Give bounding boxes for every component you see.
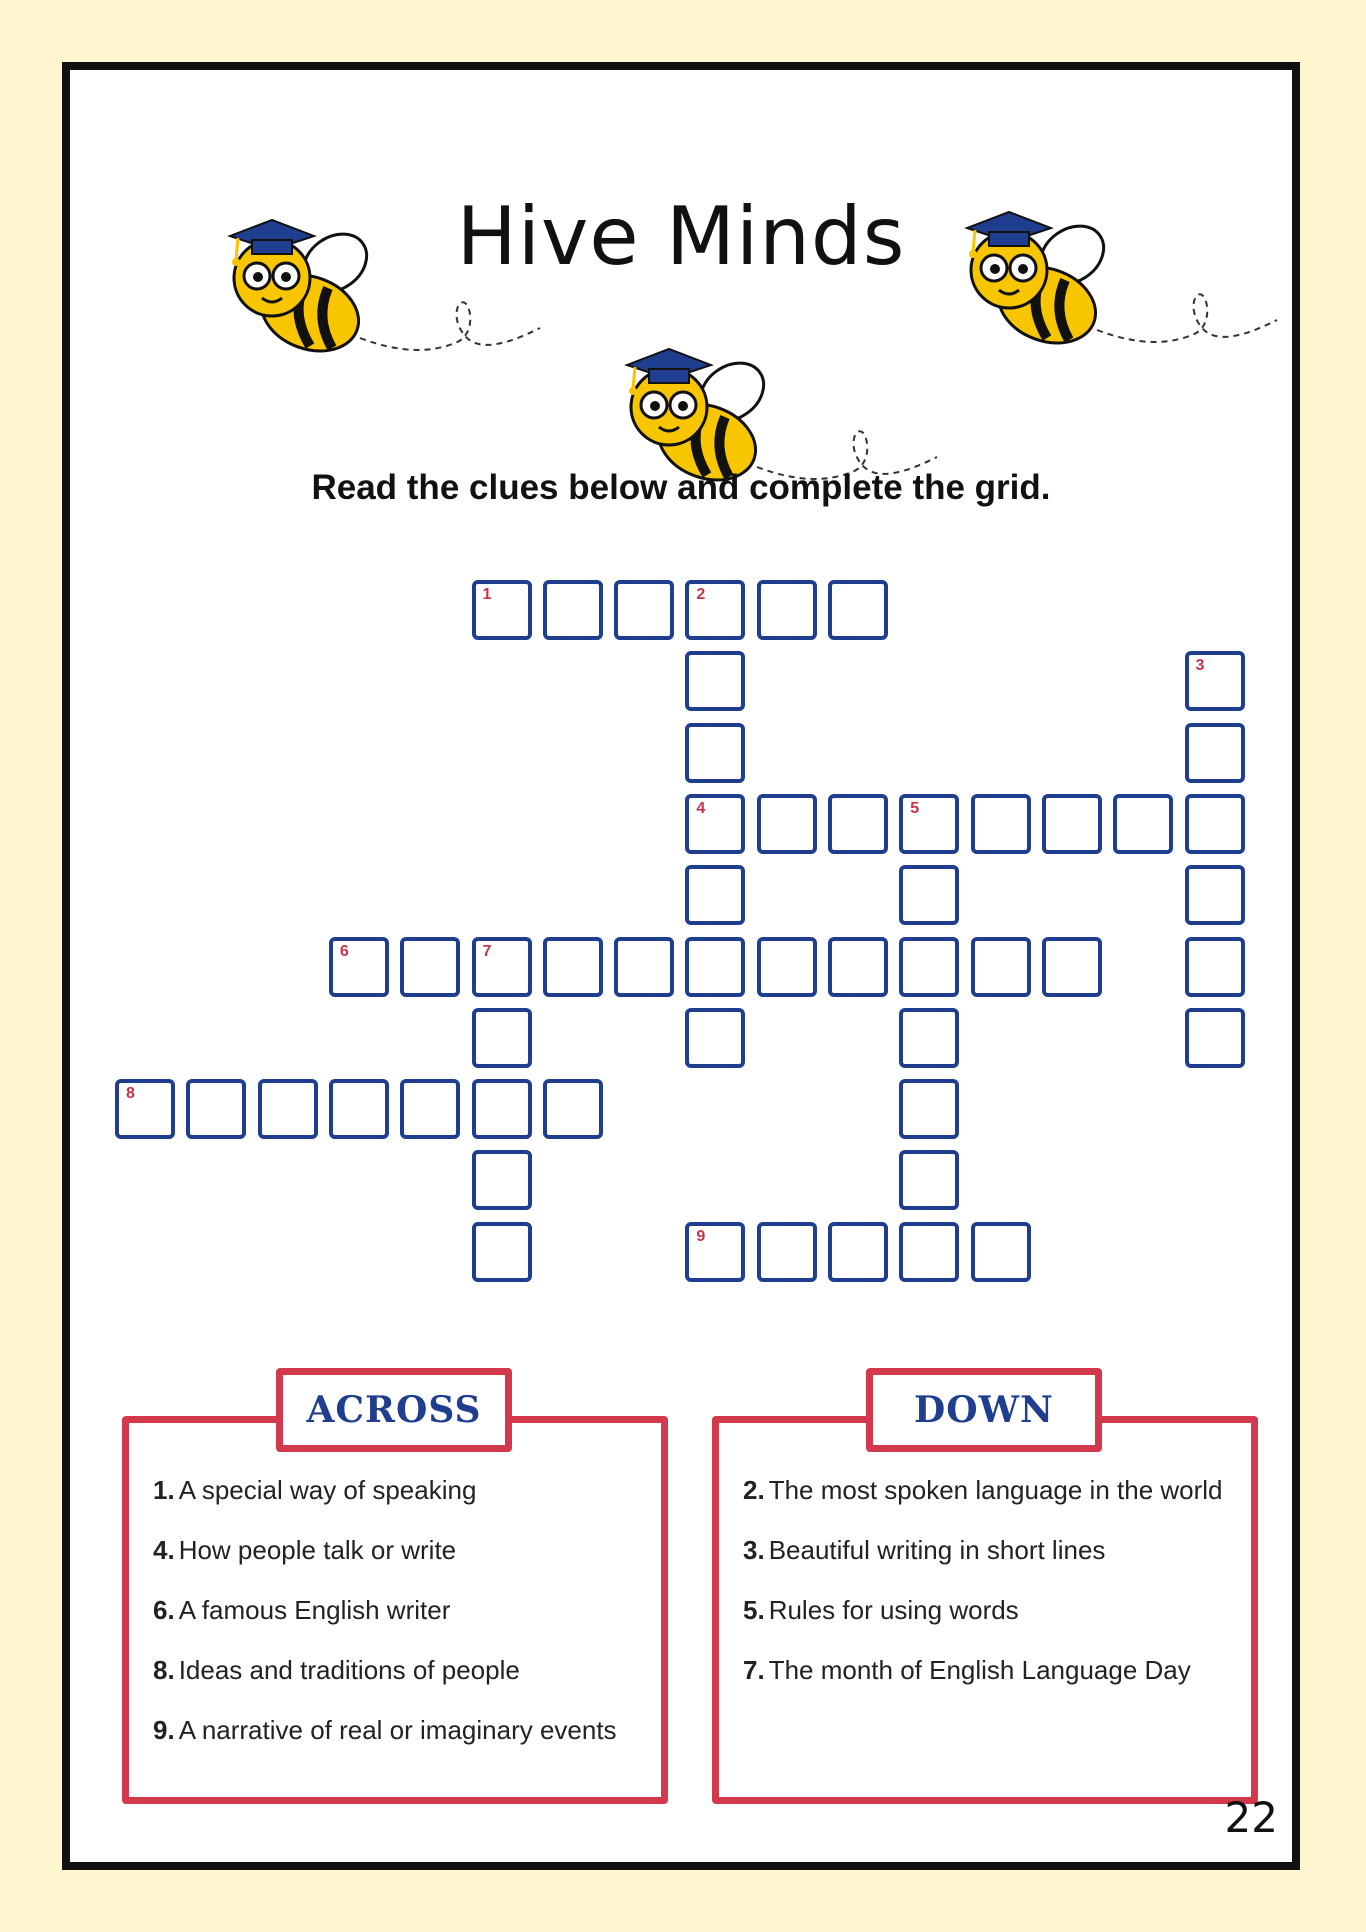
grid-cell[interactable] <box>1113 794 1173 854</box>
clue-number: 3. <box>743 1535 765 1565</box>
grid-cell[interactable] <box>757 937 817 997</box>
grid-cell[interactable] <box>1042 937 1102 997</box>
clue-number: 5. <box>743 1595 765 1625</box>
grid-cell[interactable] <box>543 1079 603 1139</box>
clue-number: 8. <box>153 1655 175 1685</box>
grid-cell[interactable] <box>899 1008 959 1068</box>
grid-cell[interactable] <box>1185 794 1245 854</box>
grid-cell[interactable] <box>472 1079 532 1139</box>
clue-number: 1. <box>153 1475 175 1505</box>
clue-number-label: 6 <box>339 942 349 960</box>
clue-number-label: 8 <box>126 1085 135 1103</box>
across-heading: ACROSS <box>276 1368 512 1452</box>
page-title: Hive Minds <box>456 190 906 283</box>
grid-cell[interactable] <box>685 651 745 711</box>
clue-number-label: 7 <box>482 942 492 960</box>
grid-cell[interactable] <box>685 580 745 640</box>
grid-cell[interactable] <box>685 937 745 997</box>
grid-cell[interactable] <box>899 865 959 925</box>
across-clue-item <box>153 1595 617 1655</box>
across-clue-list <box>153 1475 617 1775</box>
clue-number: 6. <box>153 1595 175 1625</box>
grid-cell[interactable] <box>543 580 603 640</box>
clue-text: Ideas and traditions of people <box>178 1655 520 1685</box>
grid-cell[interactable] <box>400 937 460 997</box>
grid-cell[interactable] <box>614 937 674 997</box>
clue-text: The most spoken language in the world <box>768 1475 1223 1505</box>
clue-number: 4. <box>153 1535 175 1565</box>
down-clue-item <box>743 1595 1223 1655</box>
grid-cell[interactable] <box>685 865 745 925</box>
clue-text: Rules for using words <box>768 1595 1019 1625</box>
clue-number: 2. <box>743 1475 765 1505</box>
down-clue-item <box>743 1655 1223 1715</box>
down-heading: DOWN <box>866 1368 1102 1452</box>
clue-number: 7. <box>743 1655 765 1685</box>
grid-cell[interactable] <box>685 1222 745 1282</box>
across-clue-item <box>153 1655 617 1715</box>
clue-number-label: 9 <box>696 1227 706 1245</box>
clue-number-label: 2 <box>696 586 706 603</box>
clue-number-label: 3 <box>1195 657 1205 675</box>
grid-cell[interactable] <box>685 1008 745 1068</box>
grid-cell[interactable] <box>186 1079 246 1139</box>
grid-cell[interactable] <box>1185 865 1245 925</box>
clue-number-label: 4 <box>696 799 706 817</box>
grid-cell[interactable] <box>757 1222 817 1282</box>
grid-cell[interactable] <box>472 1150 532 1210</box>
grid-cell[interactable] <box>899 937 959 997</box>
grid-cell[interactable] <box>472 1222 532 1282</box>
grid-cell[interactable] <box>899 1222 959 1282</box>
grid-cell[interactable] <box>757 580 817 640</box>
grid-cell[interactable] <box>1185 1008 1245 1068</box>
clue-text: A special way of speaking <box>178 1475 477 1505</box>
grid-cell[interactable] <box>472 580 532 640</box>
grid-cell[interactable] <box>329 937 389 997</box>
grid-cell[interactable] <box>472 1008 532 1068</box>
grid-cell[interactable] <box>899 1079 959 1139</box>
grid-cell[interactable] <box>971 794 1031 854</box>
clue-number-label: 5 <box>910 799 920 817</box>
grid-cell[interactable] <box>899 1150 959 1210</box>
worksheet-page <box>62 62 1300 1870</box>
page-number: 22 <box>1224 1793 1278 1842</box>
clue-text: The month of English Language Day <box>768 1655 1191 1685</box>
grid-cell[interactable] <box>971 937 1031 997</box>
grid-cell[interactable] <box>1185 723 1245 783</box>
across-clue-box <box>122 1416 668 1804</box>
grid-cell[interactable] <box>614 580 674 640</box>
clue-number: 9. <box>153 1715 175 1745</box>
grid-cell[interactable] <box>329 1079 389 1139</box>
across-clue-item <box>153 1535 617 1595</box>
grid-cell[interactable] <box>685 794 745 854</box>
down-clue-item <box>743 1475 1223 1535</box>
grid-cell[interactable] <box>685 723 745 783</box>
instruction-text: Read the clues below and complete the grid. <box>311 468 1051 507</box>
clue-text: How people talk or write <box>178 1535 457 1565</box>
grid-cell[interactable] <box>115 1079 175 1139</box>
clue-text: A narrative of real or imaginary events <box>178 1715 617 1745</box>
clue-number-label: 1 <box>482 586 492 603</box>
grid-cell[interactable] <box>1042 794 1102 854</box>
clue-text: A famous English writer <box>178 1595 451 1625</box>
grid-cell[interactable] <box>400 1079 460 1139</box>
grid-cell[interactable] <box>472 937 532 997</box>
grid-cell[interactable] <box>757 794 817 854</box>
across-clue-item <box>153 1475 617 1535</box>
across-clue-item <box>153 1715 617 1775</box>
grid-cell[interactable] <box>971 1222 1031 1282</box>
grid-cell[interactable] <box>899 794 959 854</box>
down-clue-list <box>743 1475 1223 1715</box>
down-clue-item <box>743 1535 1223 1595</box>
grid-cell[interactable] <box>828 794 888 854</box>
grid-cell[interactable] <box>828 1222 888 1282</box>
grid-cell[interactable] <box>1185 937 1245 997</box>
grid-cell[interactable] <box>1185 651 1245 711</box>
clue-text: Beautiful writing in short lines <box>768 1535 1106 1565</box>
grid-cell[interactable] <box>828 580 888 640</box>
grid-cell[interactable] <box>258 1079 318 1139</box>
down-clue-box <box>712 1416 1258 1804</box>
grid-cell[interactable] <box>828 937 888 997</box>
grid-cell[interactable] <box>543 937 603 997</box>
